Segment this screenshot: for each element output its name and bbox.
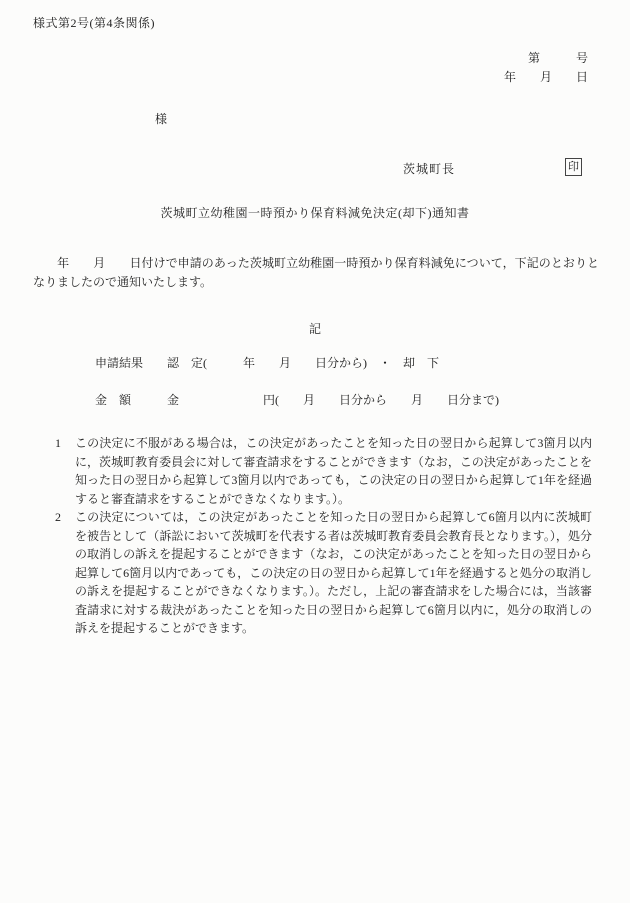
application-result-line: 申請結果 認 定( 年 月 日分から) ・ 却 下: [95, 356, 439, 370]
addressee-honorific: 様: [155, 112, 168, 126]
document-date: 年 月 日: [503, 70, 588, 84]
body-paragraph: 年 月 日付けで申請のあった茨城町立幼稚園一時預かり保育料減免について，下記のとおりとなりましたので通知いたします。: [33, 256, 599, 289]
note-item-1: [55, 434, 592, 508]
seal-placeholder: 印: [565, 158, 582, 176]
note-text: この決定に不服がある場合は，この決定があったことを知った日の翌日から起算して3箇月以内に，茨城町教育委員会に対して審査請求をすることができます（なお，この決定があったことを知った日の翌日から起算して3箇月以内であっても，この決定の日の翌日から起算して1年を経過すると審査請求をすることができなくなります。）。: [75, 436, 592, 506]
note-text: この決定については，この決定があったことを知った日の翌日から起算して6箇月以内に茨城町を被告として（訴訟において茨城町を代表する者は茨城町教育委員会教育長となります。），処分の取消しの訴えを提起することができます（なお，この決定があったことを知った日の翌日から起算して6箇月以内であっても，この決定の日の翌日から起算して1年を経過すると処分の取消しの訴えを提起することができなくなります。）。ただし，上記の審査請求をした場合には，当該審査請求に対する裁決があったことを知った日の翌日から起算して6箇月以内に，処分の取消しの訴えを提起することができます。: [75, 510, 592, 635]
form-number-label: 様式第2号(第4条関係): [33, 16, 155, 30]
document-reference-number: 第 号: [527, 51, 588, 65]
note-number: 1: [55, 436, 61, 450]
notes-section: [55, 434, 592, 638]
note-number: 2: [55, 510, 61, 524]
sender-name: 茨城町長: [403, 162, 456, 176]
note-item-2: [55, 508, 592, 638]
document-title: 茨城町立幼稚園一時預かり保育料減免決定(却下)通知書: [160, 206, 470, 220]
sender-row: [0, 158, 630, 180]
amount-line: 金 額 金 円( 月 日分から 月 日分まで): [95, 393, 499, 407]
record-marker: 記: [308, 322, 321, 336]
